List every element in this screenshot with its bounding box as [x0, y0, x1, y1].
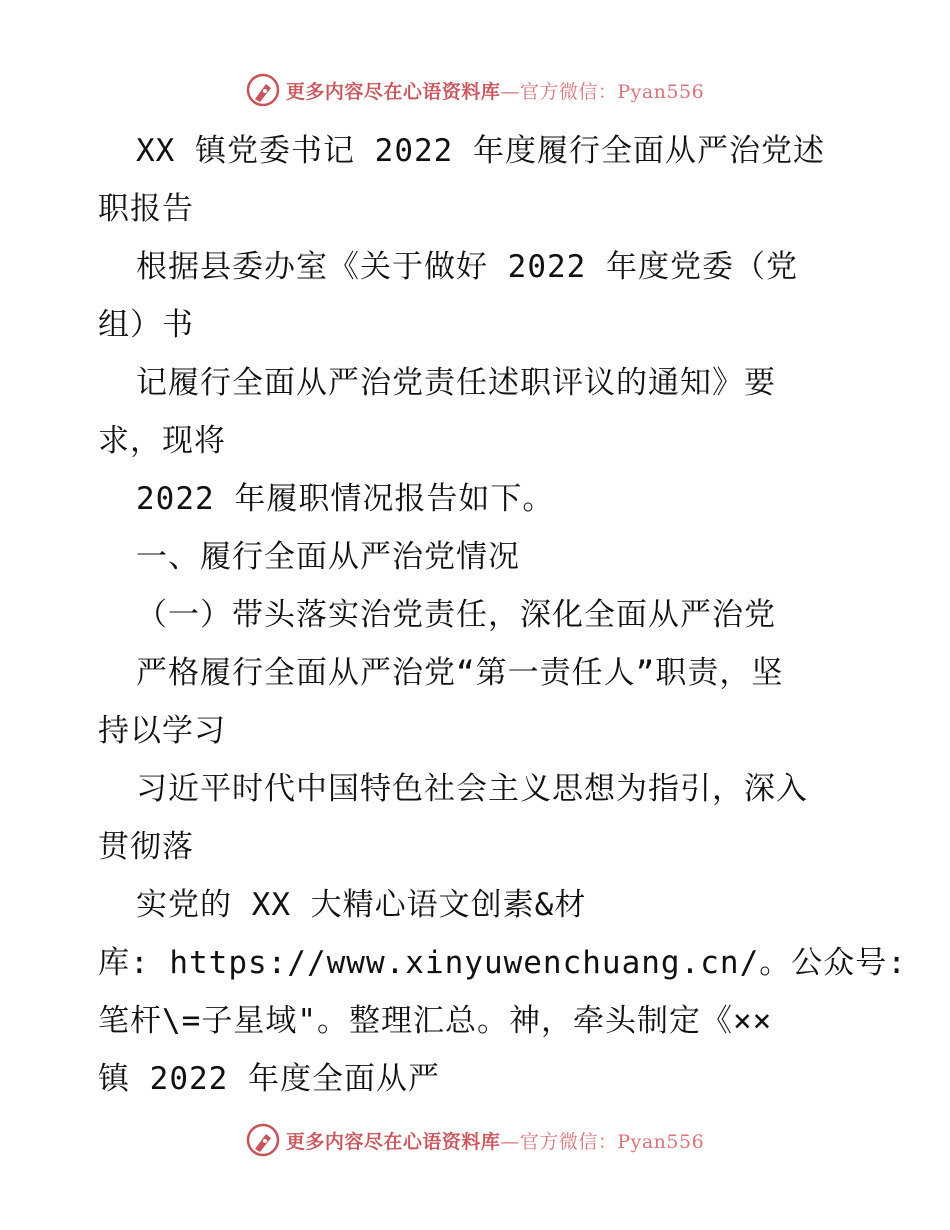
doc-line: 严格履行全面从严治党“第一责任人”职责，坚 — [136, 655, 784, 691]
doc-line: 习近平时代中国特色社会主义思想为指引，深入 — [136, 771, 808, 807]
doc-line: 镇 2022 年度全面从严 — [98, 1061, 440, 1097]
banner-separator: — — [500, 80, 520, 103]
doc-line: 笔杆\=子星域"。整理汇总。神，牵头制定《×× — [98, 1003, 773, 1039]
doc-line: 2022 年履职情况报告如下。 — [136, 481, 555, 517]
doc-line: 持以学习 — [98, 713, 226, 749]
footer-banner — [0, 1120, 950, 1160]
banner-title: 更多内容尽在心语资料库 — [285, 1130, 501, 1153]
doc-line: 求，现将 — [98, 423, 226, 459]
banner-text — [286, 77, 704, 104]
banner-text — [286, 1127, 704, 1154]
pen-nib-icon — [246, 73, 280, 107]
doc-line: 实党的 XX 大精心语文创素&材 — [136, 887, 587, 923]
doc-line: 一、履行全面从严治党情况 — [136, 539, 520, 575]
doc-line: 记履行全面从严治党责任述职评议的通知》要 — [136, 365, 776, 401]
doc-line: 库: https://www.xinyuwenchuang.cn/。公众号: — [98, 945, 907, 981]
doc-line: 贯彻落 — [98, 829, 194, 865]
banner-separator: — — [500, 1130, 520, 1153]
doc-line: 组）书 — [98, 307, 194, 343]
doc-line: 职报告 — [98, 191, 194, 227]
banner-title: 更多内容尽在心语资料库 — [285, 80, 501, 103]
doc-line: （一）带头落实治党责任，深化全面从严治党 — [136, 597, 776, 633]
doc-line: XX 镇党委书记 2022 年度履行全面从严治党述 — [136, 133, 825, 169]
document-body — [98, 122, 907, 1108]
doc-line: 根据县委办室《关于做好 2022 年度党委（党 — [136, 249, 798, 285]
pen-nib-icon — [246, 1123, 280, 1157]
banner-contact: 官方微信：Pyan556 — [519, 1130, 705, 1153]
header-banner — [0, 70, 950, 110]
banner-contact: 官方微信：Pyan556 — [519, 80, 705, 103]
